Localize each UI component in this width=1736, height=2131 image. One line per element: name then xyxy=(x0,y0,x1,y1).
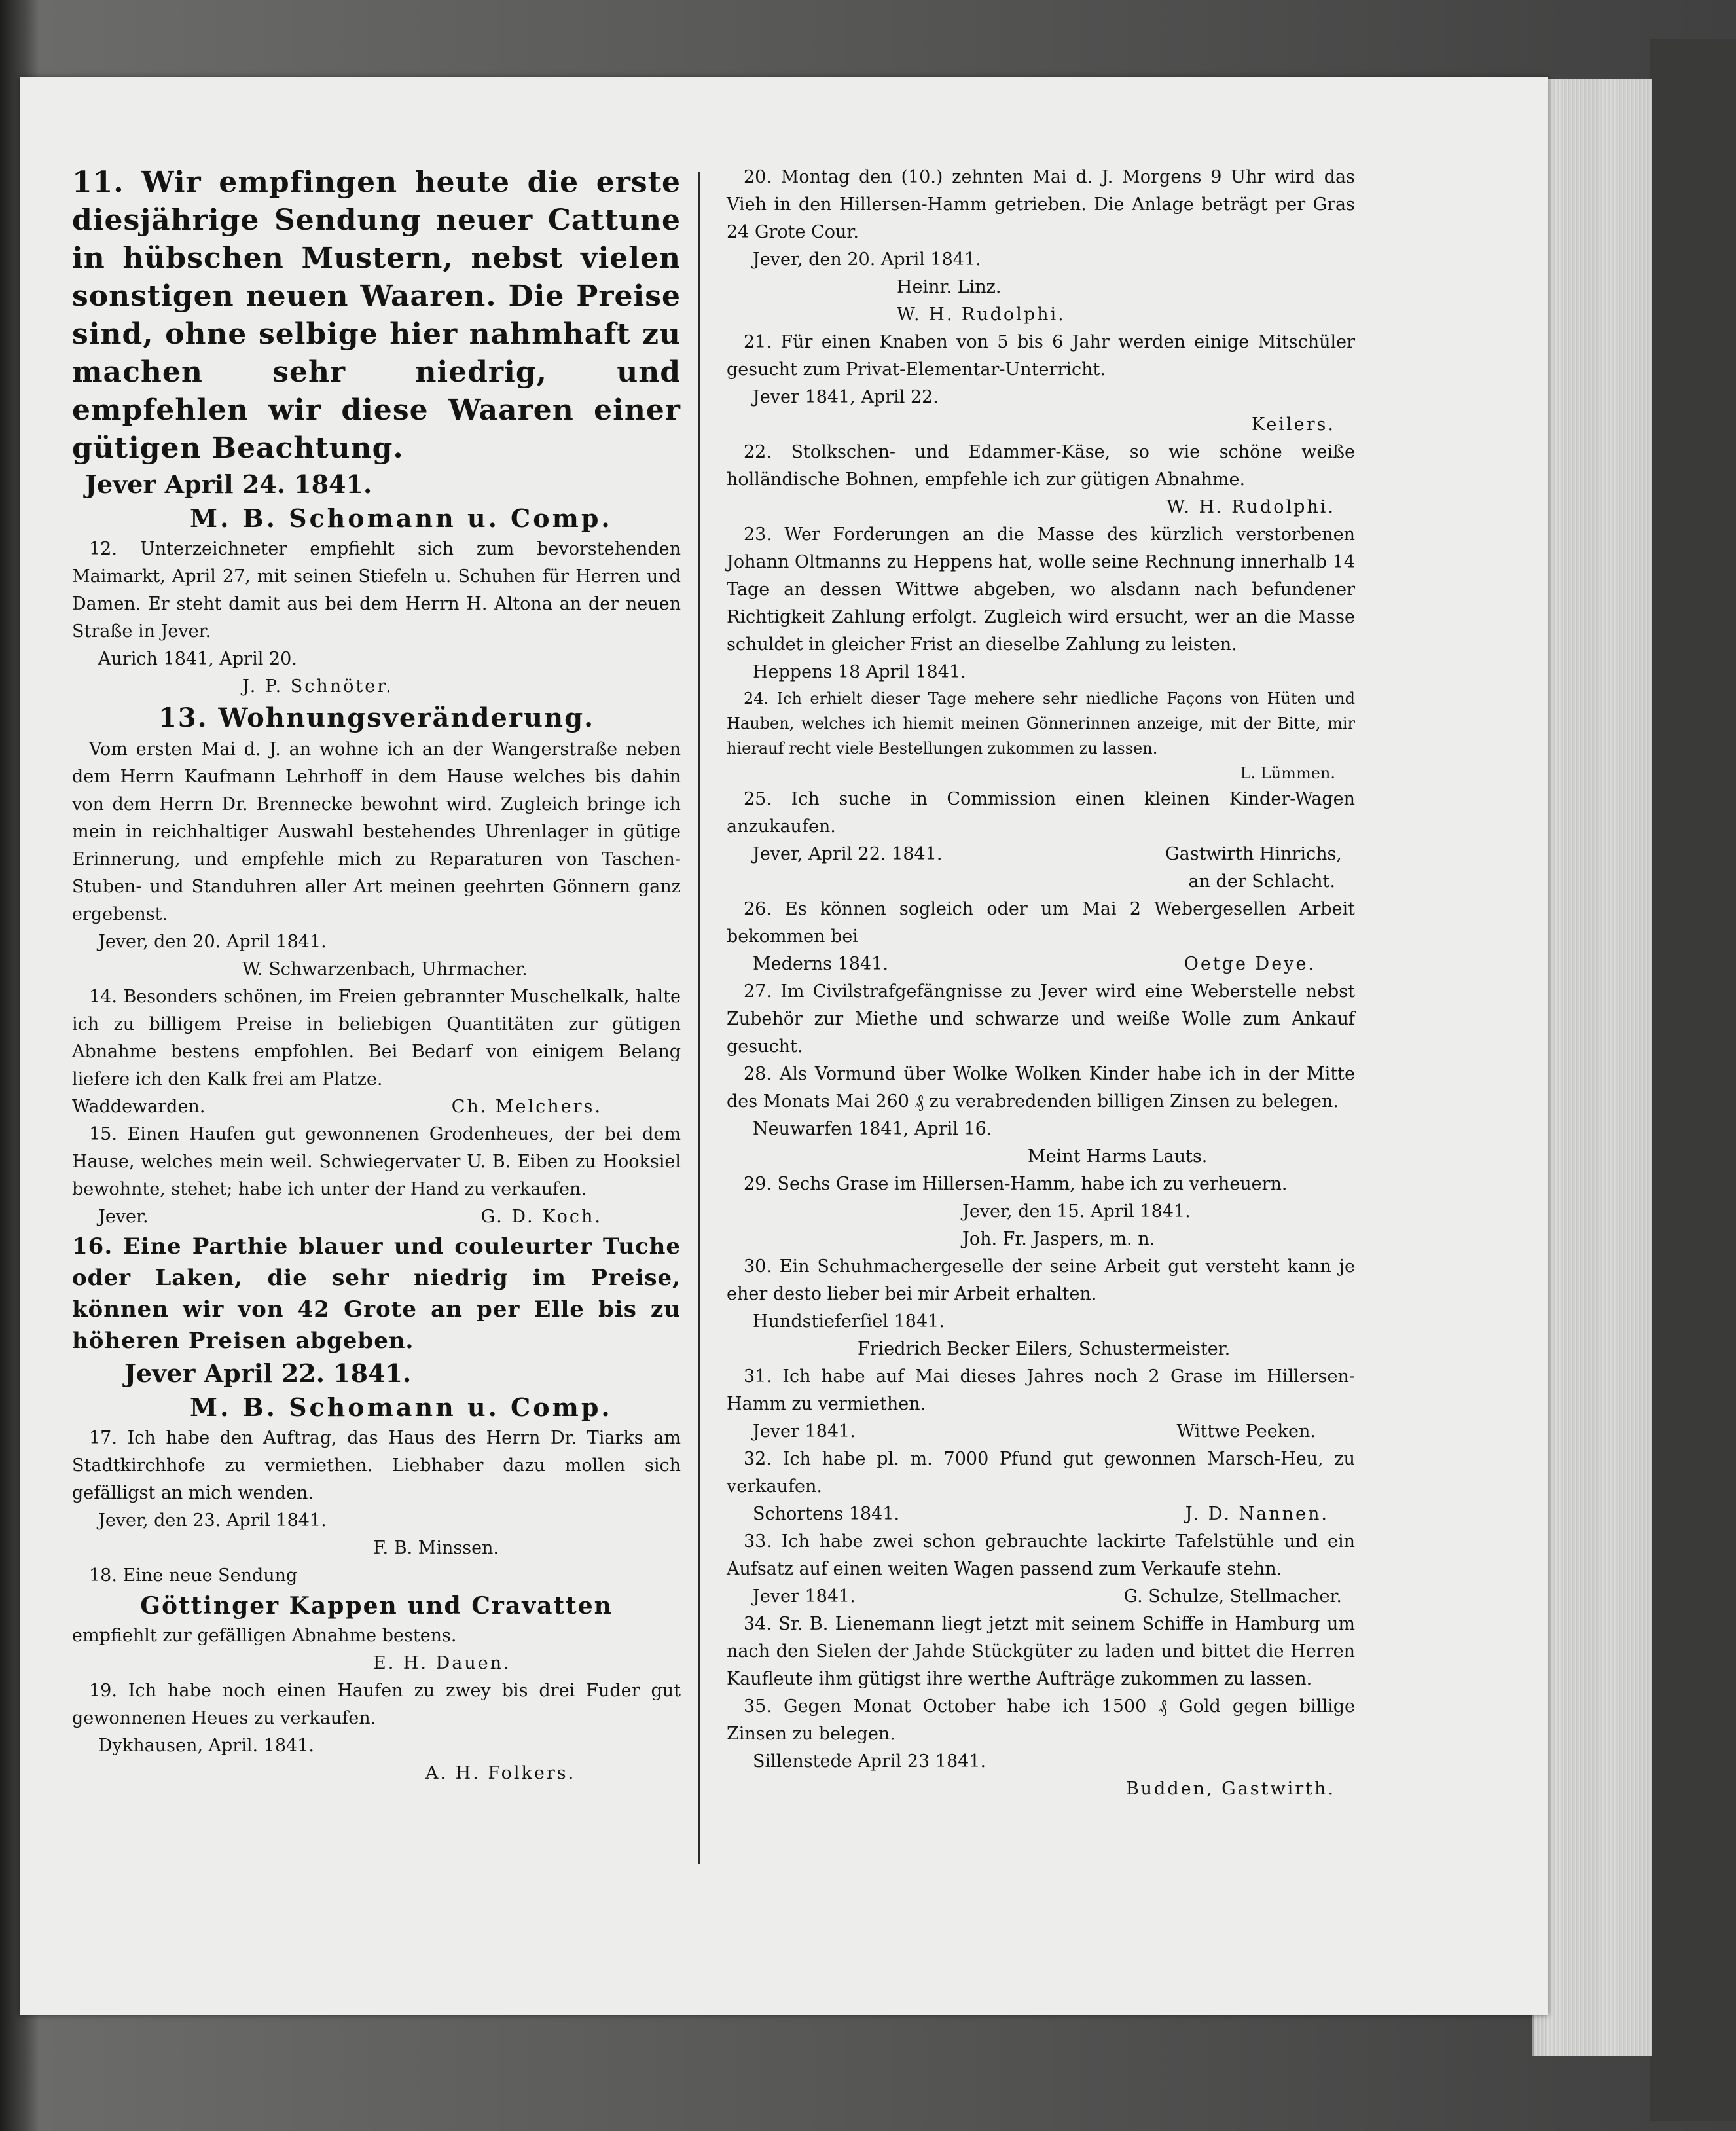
ad-text: 20. Montag den (10.) zehnten Mai d. J. Morgens 9 Uhr wird das Vieh in den Hillersen-Hamm getrieben. Die Anlage beträgt per Gras 24 Grote Cour. xyxy=(727,167,1355,242)
ad-17 xyxy=(72,1425,681,1562)
ad-place-date: Jever. xyxy=(98,1207,149,1227)
left-column xyxy=(72,164,681,1787)
ad-text: 24. Ich erhielt dieser Tage mehere sehr niedliche Façons von Hüten und Hauben, welches ich hiemit meinen Gönnerinnen anzeige, mit der Bitte, mir hierauf recht viele Bestellungen zukommen zu lassen. xyxy=(727,689,1355,757)
ad-signature: Keilers. xyxy=(1251,414,1335,435)
ad-place-date: Jever April 24. 1841. xyxy=(85,469,372,499)
ad-signature: L. Lümmen. xyxy=(1240,764,1335,782)
ad-signature: E. H. Dauen. xyxy=(373,1653,511,1673)
ad-place-date: Waddewarden. xyxy=(72,1097,206,1117)
ad-text: 11. Wir empfingen heute die erste diesjährige Sendung neuer Cattune in hübschen Mustern, nebst vielen sonstigen neuen Waaren. Die Preise sind, ohne selbige hier nahmhaft zu machen sehr niedrig, und empfehlen wir diese Waaren einer gütigen Beachtung. xyxy=(72,166,681,465)
ad-19 xyxy=(72,1677,681,1787)
ad-text: 14. Besonders schönen, im Freien gebrannter Muschelkalk, halte ich zu billigem Preise in beliebigen Quantitäten zur gütigen Abnahme bestens empfohlen. Bei Bedarf von einigem Belang liefere ich den Kalk frei am Platze. xyxy=(72,987,681,1089)
ad-22 xyxy=(727,439,1355,521)
ad-signature: Ch. Melchers. xyxy=(451,1097,602,1117)
ad-signature: Budden, Gastwirth. xyxy=(1125,1779,1335,1799)
ad-text: 21. Für einen Knaben von 5 bis 6 Jahr werden einige Mitschüler gesucht zum Privat-Elementar-Unterricht. xyxy=(727,332,1355,380)
ad-footer xyxy=(72,1093,681,1121)
ad-25 xyxy=(727,786,1355,896)
ad-11 xyxy=(72,164,681,536)
ad-text: 32. Ich habe pl. m. 7000 Pfund gut gewonnen Marsch-Heu, zu verkaufen. xyxy=(727,1449,1355,1497)
ad-text: 31. Ich habe auf Mai dieses Jahres noch 2 Grase im Hillersen-Hamm zu vermiethen. xyxy=(727,1366,1355,1414)
ad-text: 17. Ich habe den Auftrag, das Haus des Herrn Dr. Tiarks am Stadtkirchhofe zu vermiethen. Liebhaber dazu mollen sich gefälligst an mich wenden. xyxy=(72,1428,681,1503)
ad-16 xyxy=(72,1231,681,1425)
ad-28 xyxy=(727,1061,1355,1171)
ad-35 xyxy=(727,1693,1355,1803)
book-cover-edge xyxy=(1650,39,1736,2121)
ad-place-date: Heppens 18 April 1841. xyxy=(753,662,966,682)
ad-text: 29. Sechs Grase im Hillersen-Hamm, habe ich zu verheuern. xyxy=(744,1174,1288,1194)
ad-text: 12. Unterzeichneter empfiehlt sich zum bevorstehenden Maimarkt, April 27, mit seinen Stiefeln u. Schuhen für Herren und Damen. Er steht damit aus bei dem Herrn H. Altona an der neuen Straße in Jever. xyxy=(72,539,681,642)
ad-signature: M. B. Schomann u. Comp. xyxy=(190,503,613,533)
ad-18 xyxy=(72,1562,681,1677)
ad-signature: Gastwirth Hinrichs, xyxy=(1165,844,1342,864)
ad-text: 23. Wer Forderungen an die Masse des kürzlich verstorbenen Johann Oltmanns zu Heppens hat, wolle seine Rechnung innerhalb 14 Tage an dessen Wittwe abgeben, wo alsdann nach befundener Richtigkeit Zahlung erfolgt. Zugleich wird ersucht, wer an die Masse schuldet in gleicher Frist an dieselbe Zahlung zu leisten. xyxy=(727,524,1355,655)
ad-signature: Friedrich Becker Eilers, Schustermeister. xyxy=(858,1339,1231,1359)
ad-34 xyxy=(727,1611,1355,1693)
ad-29 xyxy=(727,1171,1355,1253)
ad-signature: W. H. Rudolphi. xyxy=(1166,497,1335,517)
column-divider xyxy=(698,172,700,1864)
ad-signature: Heinr. Linz. xyxy=(897,277,1002,297)
ad-place-date: Sillenstede April 23 1841. xyxy=(753,1751,986,1772)
right-column xyxy=(727,164,1355,1803)
ad-place-date: Jever, April 22. 1841. xyxy=(753,844,943,864)
ad-26 xyxy=(727,896,1355,978)
ad-20 xyxy=(727,164,1355,329)
ad-place-date: Jever April 22. 1841. xyxy=(124,1358,412,1388)
ad-24 xyxy=(727,686,1355,786)
ad-text: 25. Ich suche in Commission einen kleinen Kinder-Wagen anzukaufen. xyxy=(727,789,1355,837)
ad-place-date: Jever 1841. xyxy=(753,1421,856,1442)
ad-text: 15. Einen Haufen gut gewonnenen Grodenheues, der bei dem Hause, welches mein weil. Schwiegervater U. B. Eiben zu Hooksiel bewohnte, stehet; habe ich unter der Hand zu verkaufen. xyxy=(72,1124,681,1199)
ad-place-date: Jever 1841, April 22. xyxy=(753,387,939,407)
ad-place-date: Jever, den 20. April 1841. xyxy=(98,932,327,952)
ad-27 xyxy=(727,978,1355,1061)
ad-signature: G. Schulze, Stellmacher. xyxy=(1123,1586,1342,1607)
ad-33 xyxy=(727,1528,1355,1611)
ad-15 xyxy=(72,1121,681,1231)
ad-heading: 13. Wohnungsveränderung. xyxy=(158,702,594,733)
ad-32 xyxy=(727,1446,1355,1528)
ad-place-date: Jever, den 23. April 1841. xyxy=(98,1510,327,1531)
ad-footer xyxy=(72,1203,681,1231)
ad-21 xyxy=(727,329,1355,439)
ad-signature: J. P. Schnöter. xyxy=(242,676,393,697)
ad-signature: M. B. Schomann u. Comp. xyxy=(190,1393,613,1422)
ad-signature: Wittwe Peeken. xyxy=(1176,1421,1316,1442)
ad-footer xyxy=(727,1583,1355,1611)
ad-text: 35. Gegen Monat October habe ich 1500 ₰ Gold gegen billige Zinsen zu belegen. xyxy=(727,1696,1355,1744)
ad-heading: Göttinger Kappen und Cravatten xyxy=(140,1592,613,1620)
ad-footer xyxy=(727,841,1355,868)
ad-13 xyxy=(72,701,681,983)
ad-place-date: Mederns 1841. xyxy=(753,954,888,974)
ad-text: empfiehlt zur gefälligen Abnahme bestens. xyxy=(72,1626,457,1646)
ad-footer xyxy=(727,1501,1355,1528)
ad-text: 34. Sr. B. Lienemann liegt jetzt mit seinem Schiffe in Hamburg um nach den Sielen der Jahde Stückgüter zu laden und bittet die Herren Kaufleute ihm gütigst ihre werthe Aufträge zukommen zu lassen. xyxy=(727,1614,1355,1689)
ad-place-date: Jever, den 15. April 1841. xyxy=(962,1201,1191,1222)
ad-30 xyxy=(727,1253,1355,1363)
ad-signature: W. Schwarzenbach, Uhrmacher. xyxy=(242,959,528,979)
ad-text: 16. Eine Parthie blauer und couleurter Tuche oder Laken, die sehr niedrig im Preise, können wir von 42 Grote an per Elle bis zu höheren Preisen abgeben. xyxy=(72,1233,681,1354)
ad-text: 26. Es können sogleich oder um Mai 2 Webergesellen Arbeit bekommen bei xyxy=(727,899,1355,947)
ad-intro: 18. Eine neue Sendung xyxy=(89,1565,298,1586)
ad-footer xyxy=(727,1418,1355,1446)
ad-31 xyxy=(727,1363,1355,1446)
ad-signature: G. D. Koch. xyxy=(480,1207,602,1227)
ad-text: Vom ersten Mai d. J. an wohne ich an der Wangerstraße neben dem Herrn Kaufmann Lehrhoff in dem Hause welches bis dahin von dem Herrn Dr. Brennecke bewohnt wird. Zugleich bringe ich mein in reichhaltiger Auswahl bestehendes Uhrenlager in gütige Erinnerung, und empfehle mich zu Reparaturen von Taschen- Stuben- und Standuhren aller Art meinen geehrten Gönnern ganz ergebenst. xyxy=(72,739,681,924)
ad-14 xyxy=(72,983,681,1121)
ad-place-date: Hundstieferſiel 1841. xyxy=(753,1311,945,1332)
ad-text: 30. Ein Schuhmachergeselle der seine Arbeit gut versteht kann je eher desto lieber bei mir Arbeit erhalten. xyxy=(727,1256,1355,1304)
ad-signature: W. H. Rudolphi. xyxy=(897,304,1066,325)
ad-text: 22. Stolkschen- und Edammer-Käse, so wie schöne weiße holländische Bohnen, empfehle ich zur gütigen Abnahme. xyxy=(727,442,1355,490)
ad-signature: A. H. Folkers. xyxy=(425,1763,576,1783)
ad-text: 19. Ich habe noch einen Haufen zu zwey bis drei Fuder gut gewonnenen Heues zu verkaufen. xyxy=(72,1681,681,1728)
ad-signature: Meint Harms Lauts. xyxy=(1028,1146,1208,1167)
ad-place-date: Neuwarfen 1841, April 16. xyxy=(753,1119,992,1139)
ad-23 xyxy=(727,521,1355,686)
ad-signature: F. B. Minssen. xyxy=(373,1538,499,1558)
ad-signature: J. D. Nannen. xyxy=(1185,1504,1329,1524)
ad-text: 28. Als Vormund über Wolke Wolken Kinder habe ich in der Mitte des Monats Mai 260 ₰ zu verabredenden billigen Zinsen zu belegen. xyxy=(727,1064,1355,1112)
ad-text: 27. Im Civilstrafgefängnisse zu Jever wird eine Weberstelle nebst Zubehör zur Miethe und schwarze und weiße Wolle zum Ankauf gesucht. xyxy=(727,981,1355,1057)
ad-signature: Joh. Fr. Jaspers, m. n. xyxy=(962,1229,1155,1249)
ad-place-date: Dykhausen, April. 1841. xyxy=(98,1736,314,1756)
page-stack-edge xyxy=(1532,79,1652,2056)
ad-place-date: Jever, den 20. April 1841. xyxy=(753,249,981,270)
ad-signature: Oetge Deye. xyxy=(1184,954,1316,974)
ad-place-date: Schortens 1841. xyxy=(753,1504,900,1524)
ad-12 xyxy=(72,536,681,701)
ad-place-date: Jever 1841. xyxy=(753,1586,856,1607)
ad-footer xyxy=(727,951,1355,978)
ad-place-date: Aurich 1841, April 20. xyxy=(98,649,297,669)
ad-signature: an der Schlacht. xyxy=(1188,871,1335,892)
ad-text: 33. Ich habe zwei schon gebrauchte lackirte Tafelstühle und ein Aufsatz auf einen weiten Wagen passend zum Verkaufe stehn. xyxy=(727,1531,1355,1579)
